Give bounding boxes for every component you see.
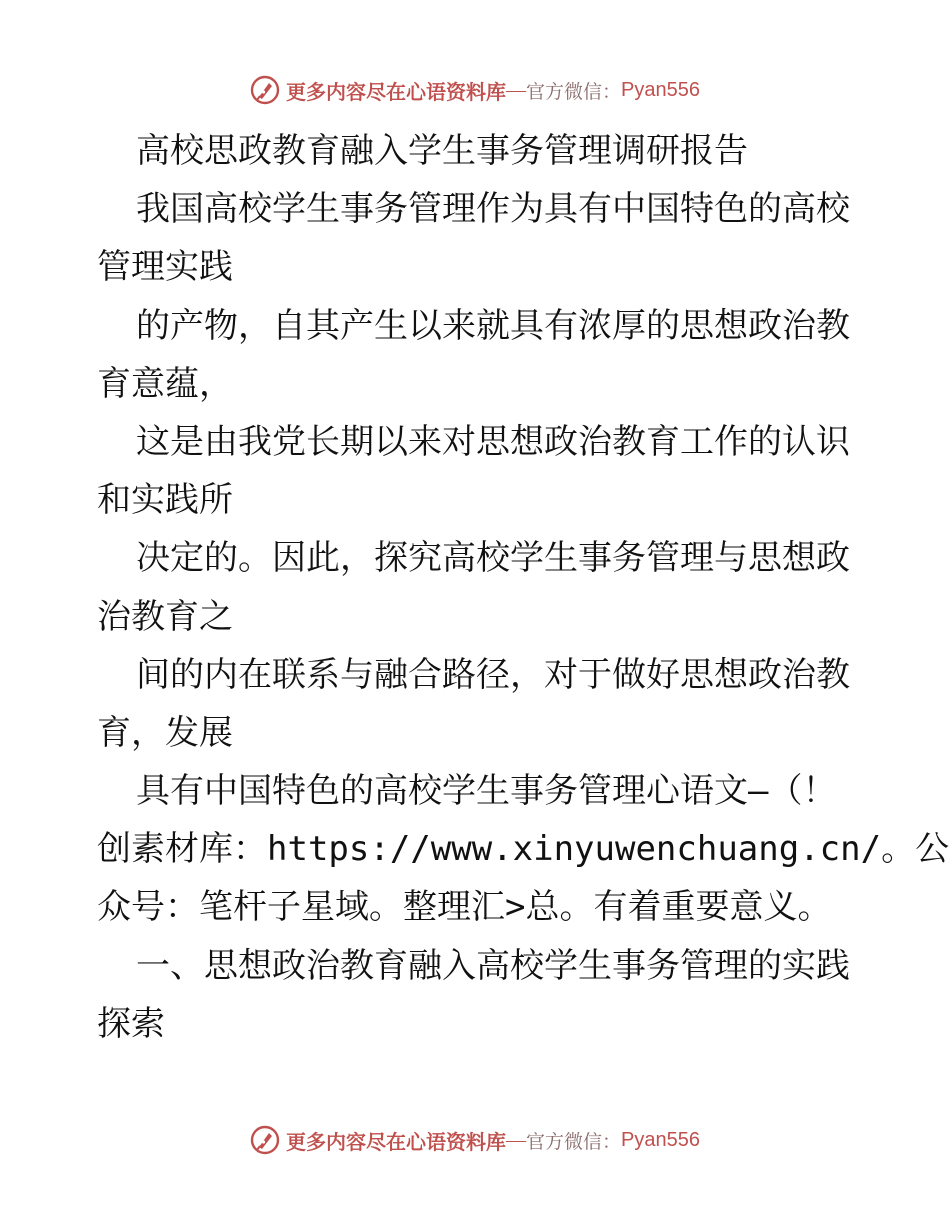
wechat-label: 官方微信： [526,1130,622,1153]
wechat-label: 官方微信： [526,80,622,103]
footer-banner[interactable] [0,1120,950,1160]
text-line: 具有中国特色的高校学生事务管理心语文—（！ [136,771,837,812]
text-line: 的产物，自其产生以来就具有浓厚的思想政治教 [136,305,850,346]
banner-slogan: 更多内容尽在心语资料库 [286,79,506,104]
document-body [97,122,950,1053]
section-heading-continued: 探索 [97,1003,165,1044]
text-line: 育意蕴， [97,363,233,404]
text-line: 众号：笔杆子星域。整理汇>总。有着重要意义。 [97,887,832,928]
wechat-id: Pyan556 [621,78,700,101]
text-line: 我国高校学生事务管理作为具有中国特色的高校 [136,189,850,230]
wechat-id: Pyan556 [621,1128,700,1151]
text-line: 治教育之 [97,596,233,637]
document-title: 高校思政教育融入学生事务管理调研报告 [136,131,748,171]
text-line: 这是由我党长期以来对思想政治教育工作的认识 [136,421,850,462]
pen-nib-logo-icon [250,1125,280,1155]
text-line: 决定的。因此，探究高校学生事务管理与思想政 [136,538,850,579]
text-line: 和实践所 [97,480,233,521]
text-line-with-url: 创素材库：https://www.xinyuwenchuang.cn/。公 [97,829,950,870]
banner-dash: — [506,78,526,101]
pen-nib-logo-icon [250,75,280,105]
section-heading: 一、思想政治教育融入高校学生事务管理的实践 [136,945,850,986]
text-line: 管理实践 [97,247,233,288]
text-line: 间的内在联系与融合路径，对于做好思想政治教 [136,654,850,695]
text-line: 育，发展 [97,712,233,753]
header-banner[interactable] [0,70,950,110]
banner-dash: — [506,1128,526,1151]
banner-slogan: 更多内容尽在心语资料库 [286,1129,506,1154]
